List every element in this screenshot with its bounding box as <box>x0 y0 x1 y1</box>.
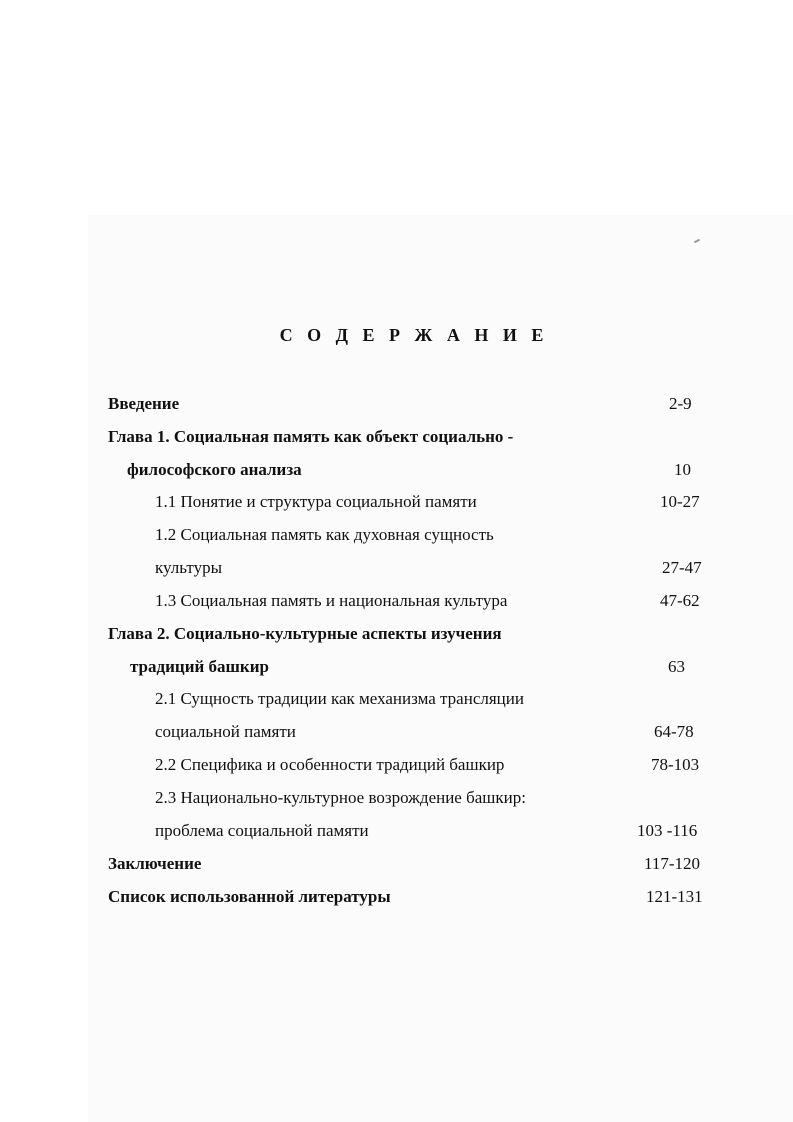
toc-entry-2-3-cont: проблема социальной памяти <box>155 821 369 840</box>
toc-entry-1-2-cont: культуры <box>155 558 222 577</box>
toc-page-introduction: 2-9 <box>669 394 692 413</box>
toc-entry-1-2: 1.2 Социальная память как духовная сущность <box>155 525 494 544</box>
toc-entry-bibliography: Список использованной литературы <box>108 887 391 906</box>
toc-page-1-1: 10-27 <box>660 492 700 511</box>
toc-entry-chapter-2: Глава 2. Социально-культурные аспекты изучения <box>108 624 502 643</box>
toc-page-chapter-2: 63 <box>668 657 685 676</box>
toc-entry-chapter-2-cont: традиций башкир <box>130 657 269 676</box>
toc-entry-2-1: 2.1 Сущность традиции как механизма трансляции <box>155 689 524 708</box>
toc-page-1-3: 47-62 <box>660 591 700 610</box>
toc-page-2-1: 64-78 <box>654 722 694 741</box>
toc-entry-chapter-1: Глава 1. Социальная память как объект социально - <box>108 427 514 446</box>
toc-page-bibliography: 121-131 <box>646 887 703 906</box>
toc-page-1-2: 27-47 <box>662 558 702 577</box>
toc-page-2-3: 103 -116 <box>637 821 698 840</box>
toc-entry-2-1-cont: социальной памяти <box>155 722 296 741</box>
toc-entry-introduction: Введение <box>108 394 180 413</box>
toc-page-chapter-1: 10 <box>674 460 691 479</box>
toc-entry-1-1: 1.1 Понятие и структура социальной памяти <box>155 492 477 511</box>
toc-entry-chapter-1-cont: философского анализа <box>127 460 302 479</box>
page-title: С О Д Е Р Ж А Н И Е <box>279 325 549 345</box>
toc-entry-1-3: 1.3 Социальная память и национальная культура <box>155 591 508 610</box>
toc-entry-conclusion: Заключение <box>108 854 202 873</box>
toc-page-conclusion: 117-120 <box>644 854 701 873</box>
toc-entry-2-2: 2.2 Специфика и особенности традиций башкир <box>155 755 505 774</box>
toc-page-2-2: 78-103 <box>651 755 700 774</box>
toc-entry-2-3: 2.3 Национально-культурное возрождение башкир: <box>155 788 526 807</box>
